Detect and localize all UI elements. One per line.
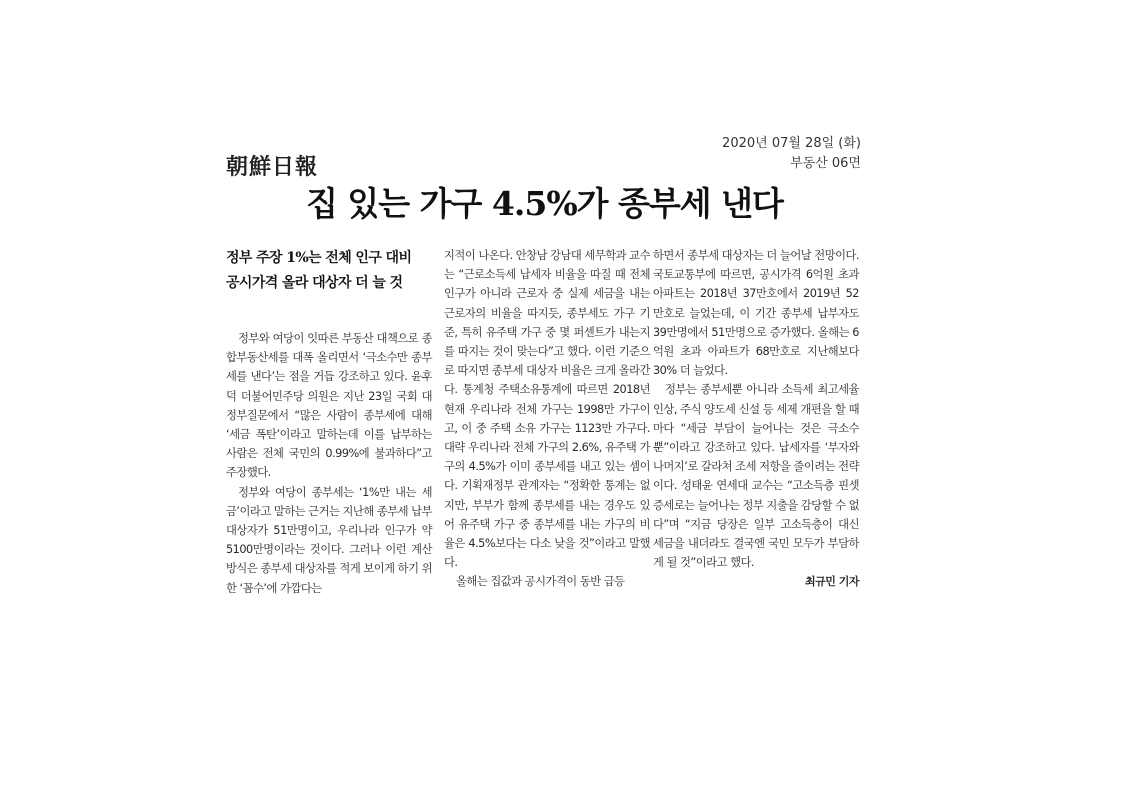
byline: 최규민 기자 [805, 575, 859, 589]
article-subheadline [226, 246, 432, 296]
dateline [722, 134, 861, 174]
body-paragraph: 지적이 나온다. 안창남 강남대 세무학과 교수는 “근로소득세 납세자 비율을 따질 때 전체 인구가 아니라 근로자 중 실제 세금을 내는 근로자의 비율을 따지듯, 종부세도 가구 기준, 특히 유주택 가구 중 몇 퍼센트가 내는지를 따지는 것이 맞는다”고 했다. 이런 기준으로 따지면 종부세 대상자 비율은 크게 올라간다. 통계청 주택소유통계에 따르면 2018년 현재 우리나라 전체 가구는 1998만 가구이고, 이 중 주택 소유 가구는 1123만 가구다. 대략 우리나라 전체 가구의 2.6%, 유주택 가구의 4.5%가 이미 종부세를 내고 있는 셈이다. 기획재정부 관계자는 “정확한 통계는 없지만, 부부가 함께 종부세를 내는 경우도 있어 유주택 가구 중 종부세를 내는 가구의 비율은 4.5%보다는 다소 낮을 것”이라고 말했다. [444, 249, 650, 570]
body-paragraph: 하면서 종부세 대상자는 더 늘어날 전망이다. 국토교통부에 따르면, 공시가격 6억원 초과 아파트는 2018년 37만호에서 2019년 52만호로 늘었는데, 이 기간 종부세 납부자도 39만명에서 51만명으로 증가했다. 올해는 6억원 초과 아파트가 68만호로 지난해보다 30% 더 늘었다. [653, 249, 859, 378]
article-column-2 [444, 246, 650, 592]
article-column-1 [226, 246, 432, 598]
subheadline-line-2: 공시가격 올라 대상자 더 늘 것 [226, 275, 403, 291]
article-headline: 집 있는 가구 4.5%가 종부세 낸다 [306, 184, 783, 223]
subheadline-line-1: 정부 주장 1%는 전체 인구 대비 [226, 250, 412, 266]
newspaper-masthead: 朝鮮日報 [226, 154, 319, 180]
body-paragraph: 정부와 여당이 종부세는 ‘1%만 내는 세금’이라고 말하는 근거는 지난해 종부세 납부 대상자가 51만명이고, 우리나라 인구가 약 5100만명이라는 것이다. 그러나 이런 계산 방식은 종부세 대상자를 적게 보이게 하기 위한 ‘꼼수’에 가깝다는 [226, 485, 432, 595]
newspaper-clipping [222, 128, 867, 628]
body-paragraph: 정부는 종부세뿐 아니라 소득세 최고세율 인상, 주식 양도세 신설 등 세제 개편을 할 때마다 “세금 부담이 늘어나는 것은 극소수뿐”이라고 강조하고 있다. 납세자를 ‘부자와 나머지’로 갈라쳐 조세 저항을 줄이려는 전략이다. 성태윤 연세대 교수는 “고소득층 핀셋 증세로는 늘어나는 정부 지출을 감당할 수 없다”며 “지금 당장은 일부 고소득층이 대신 세금을 내더라도 결국엔 국민 모두가 부담하게 될 것”이라고 했다. [653, 383, 859, 570]
body-paragraph: 정부와 여당이 잇따른 부동산 대책으로 종합부동산세를 대폭 올리면서 ‘극소수만 종부세를 낸다’는 점을 거듭 강조하고 있다. 윤후덕 더불어민주당 의원은 지난 23일 국회 대정부질문에서 “많은 사람이 종부세에 대해 ‘세금 폭탄’이라고 말하는데 이를 납부하는 사람은 전체 국민의 0.99%에 불과하다”고 주장했다. [226, 332, 432, 480]
body-paragraph: 올해는 집값과 공시가격이 동반 급등 [456, 575, 625, 589]
article-column-3 [653, 246, 859, 592]
section-page: 부동산 06면 [790, 156, 861, 171]
publication-date: 2020년 07월 28일 (화) [722, 136, 861, 151]
